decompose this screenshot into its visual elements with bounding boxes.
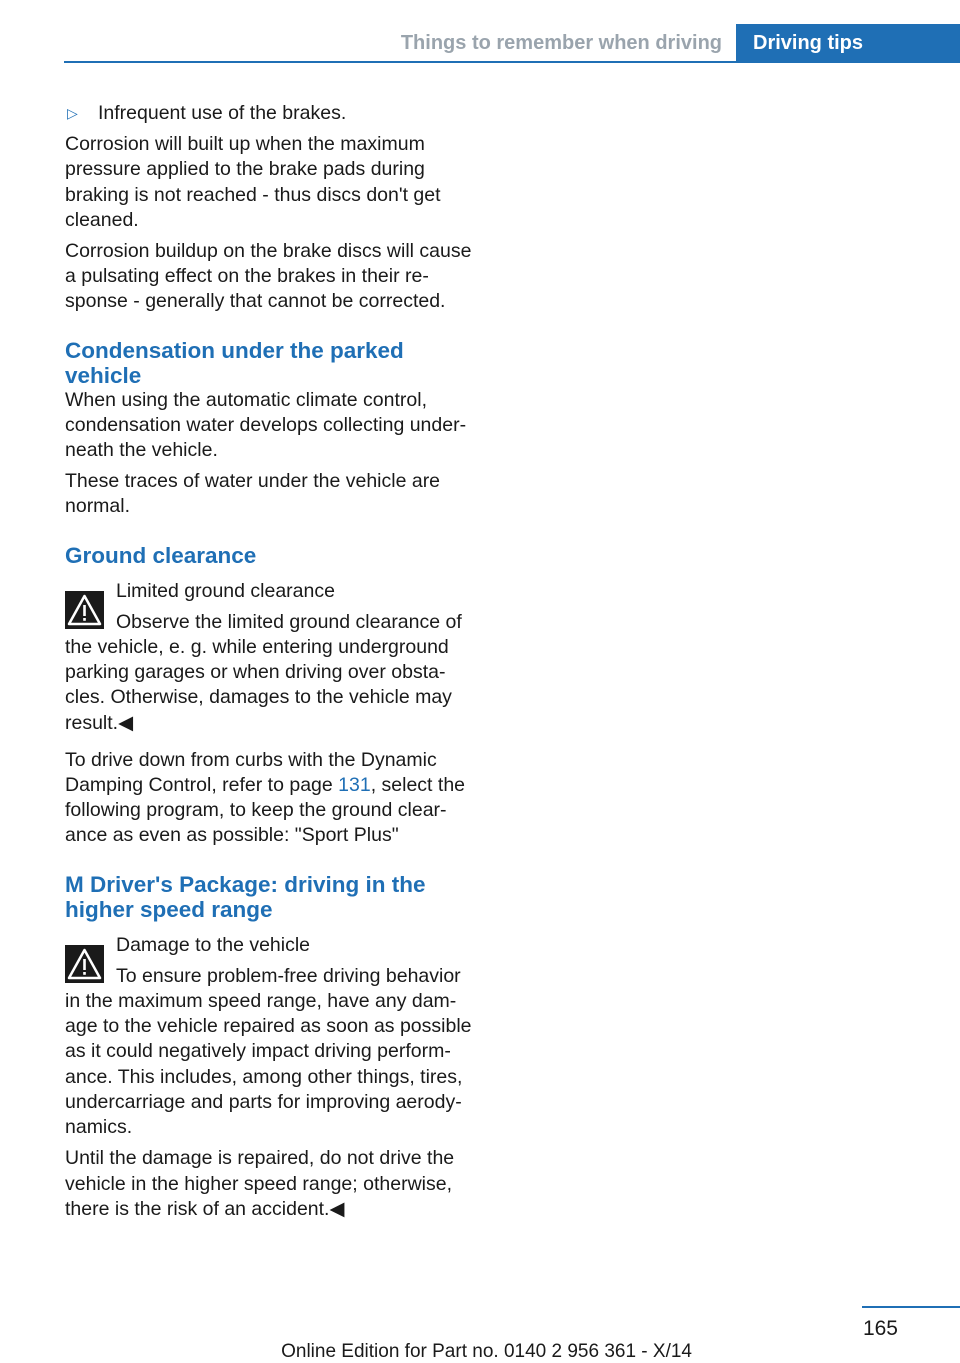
warning-body <box>65 610 483 736</box>
paragraph-until-repaired: Until the damage is repaired, do not drive the vehicle in the higher speed range; otherwise, there is the risk of an accident.◀ <box>65 1147 455 1220</box>
header-section-title: Things to remember when driving <box>400 32 722 54</box>
paragraph-curbs-text: To drive down from curbs with the Dynamic Damping Control, refer to page <box>65 748 437 797</box>
bullet-text: Infrequent use of the brakes. <box>98 102 347 124</box>
paragraph-corrosion-1: Corrosion will built up when the maximum pressure applied to the brake pads during braking is not reached - thus discs don't get cleaned. <box>65 133 441 231</box>
warning-body <box>65 964 483 1140</box>
edition-line: Online Edition for Part no. 0140 2 956 361 - X/14 <box>281 1341 692 1362</box>
paragraph-condensation-2: These traces of water under the vehicle are normal. <box>65 470 441 518</box>
paragraph-curbs-text-end: , select the following program, to keep the ground clear‐ance as even as possible: "Sport Plus" <box>65 774 466 847</box>
page-number: 165 <box>862 1317 898 1340</box>
page-reference-link[interactable]: 131 <box>338 774 371 797</box>
warning-body-rest: in the maximum speed range, have any dam‐age to the vehicle repaired as soon as possible as it could negatively impact driving perform‐ance. This includes, among other things, tires, undercarriage and parts for improving aerody‐namics. <box>65 990 472 1139</box>
warning-ground-clearance <box>65 579 483 736</box>
warning-body-rest: the vehicle, e. g. while entering underground parking garages or when driving over obsta‐cles. Otherwise, damages to the vehicle may result.◀ <box>65 636 452 734</box>
footer-rule <box>862 1306 960 1308</box>
paragraph-curbs <box>65 748 483 849</box>
paragraph-corrosion-2: Corrosion buildup on the brake discs will cause a pulsating effect on the brakes in their re‐sponse - generally that cannot be corrected. <box>65 240 472 313</box>
warning-body-first-line: Observe the limited ground clearance of <box>116 610 462 633</box>
warning-title: Limited ground clearance <box>116 579 335 602</box>
warning-vehicle-damage <box>65 933 483 1141</box>
heading-m-drivers-package: M Driver's Package: driving in the higher speed range <box>65 871 426 922</box>
heading-condensation: Condensation under the parked vehicle <box>65 337 404 388</box>
header-chapter-tab: Driving tips <box>736 24 960 61</box>
warning-body-first-line: To ensure problem-free driving behavior <box>116 964 461 987</box>
warning-triangle-icon <box>65 945 104 983</box>
paragraph-condensation-1: When using the automatic climate control, condensation water develops collecting under‐neath the vehicle. <box>65 388 467 462</box>
main-content <box>65 101 483 1228</box>
triangle-right-icon: ▷ <box>67 105 78 121</box>
warning-triangle-icon <box>65 591 104 629</box>
header-rule <box>64 61 960 63</box>
bullet-item <box>65 101 483 126</box>
heading-ground-clearance: Ground clearance <box>65 542 257 568</box>
warning-title: Damage to the vehicle <box>116 933 311 956</box>
